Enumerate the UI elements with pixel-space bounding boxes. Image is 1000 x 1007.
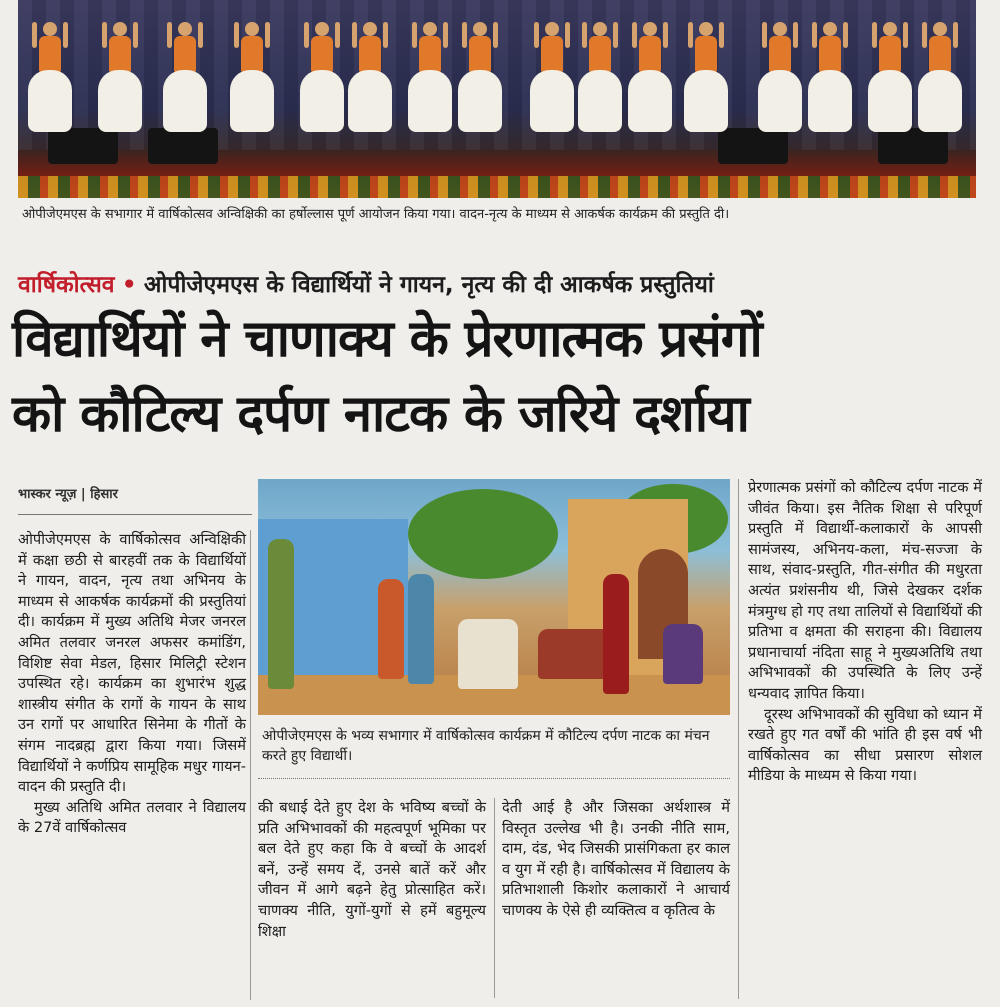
column-3-paragraph: देती आई है और जिसका अर्थशास्त्र में विस्तृत उल्लेख भी है। उनकी नीति साम, दाम, दंड, भेद जिसकी प्रासंगिकता हर काल व युग में रही है। वार्षिकोत्सव में विद्यालय के प्रतिभाशाली किशोर कलाकारों ने आचार्य चाणक्य के ऐसे ही व्यक्तित्व व कृतित्व के (502, 799, 730, 919)
column-1-paragraph: ओपीजेएमएस के वार्षिकोत्सव अन्विक्षिकी में कक्षा छठी से बारहवीं तक के विद्यार्थियों ने गायन, वादन, नृत्य तथा अभिनय के माध्यम से आकर्षक कार्यक्रमों की प्रस्तुतियां दी। कार्यक्रम में मुख्य अतिथि मेजर जनरल अमित तलवार जनरल अफसर कमांडिंग, विशिष्ट सेवा मेडल, हिसार मिलिट्री स्टेशन उपस्थित रहे। कार्यक्रम का शुभारंभ शुद्ध शास्त्रीय संगीत के रागों के गायन के साथ उन रागों पर आधारित सिनेमा के गीतों के संगम नादब्रह्म द्वारा किया गया। जिसमें विद्यार्थियों ने कर्णप्रिय सामूहिक मधुर गायन-वादन की प्रस्तुति दी। (18, 531, 246, 796)
drama-photo-caption: ओपीजेएमएस के भव्य सभागार में वार्षिकोत्सव कार्यक्रम में कौटिल्य दर्पण नाटक का मंचन करते हुए विद्यार्थी। (262, 728, 710, 764)
kicker-subheading: ओपीजेएमएस के विद्यार्थियों ने गायन, नृत्य की दी आकर्षक प्रस्तुतियां (143, 272, 714, 298)
article-column-4 (748, 478, 982, 787)
article-column-2 (258, 798, 486, 942)
headline-line-1: विद्यार्थियों ने चाणाक्य के प्रेरणात्मक प्रसंगों (12, 310, 762, 369)
column-divider (494, 798, 495, 998)
byline: भास्कर न्यूज़ | हिसार (18, 487, 118, 502)
kicker-line (18, 268, 978, 302)
drama-performance-photo (258, 479, 730, 715)
column-2-paragraph: की बधाई देते हुए देश के भविष्य बच्चों के प्रति अभिभावकों की महत्वपूर्ण भूमिका पर बल देते हुए कहा कि वे बच्चों के आदर्श बनें, उन्हें समय दें, उनसे बातें करें और जीवन में आगे बढ़ने हेतु प्रोत्साहित करें। चाणक्य नीति, युगों-युगों से हमें बहुमूल्य शिक्षा (258, 799, 486, 940)
column-4-paragraph-2: दूरस्थ अभिभावकों की सुविधा को ध्यान में रखते हुए गत वर्षों की भांति ही इस वर्ष भी वार्षिकोत्सव का सीधा प्रसारण सोशल मीडिया के माध्यम से किया गया। (748, 705, 982, 785)
headline-line-2: को कौटिल्य दर्पण नाटक के जरिये दर्शाया (12, 385, 749, 444)
column-4-paragraph: प्रेरणात्मक प्रसंगों को कौटिल्य दर्पण नाटक में जीवंत किया। इस नैतिक शिक्षा से परिपूर्ण प्रस्तुति में विद्यार्थी-कलाकारों के आपसी सामंजस्य, अभिनय-कला, मंच-सज्जा के साथ, संवाद-प्रस्तुति, गीत-संगीत की मधुरता अत्यंत प्रशंसनीय थी, जिसे देखकर दर्शक मंत्रमुग्ध हो गए तथा तालियों से विद्यार्थियों की प्रतिभा व क्षमता की सराहना की। विद्यालय प्रधानाचार्या नंदिता साहू ने मुख्यअतिथि तथा अभिभावकों की उपस्थिति के लिए उन्हें धन्यवाद ज्ञापित किया। (748, 479, 982, 702)
column-divider (738, 479, 739, 999)
column-divider (250, 530, 251, 1000)
kicker-separator: • (121, 272, 137, 298)
article-column-3 (502, 798, 730, 922)
column-1-paragraph-2: मुख्य अतिथि अमित तलवार ने विद्यालय के 27वें वार्षिकोत्सव (18, 798, 246, 837)
section-tag: वार्षिकोत्सव (18, 272, 115, 298)
dance-performance-photo (18, 0, 976, 198)
top-photo-caption: ओपीजेएमएस के सभागार में वार्षिकोत्सव अन्विक्षिकी का हर्षोल्लास पूर्ण आयोजन किया गया। वादन-नृत्य के माध्यम से आकर्षक कार्यक्रम की प्रस्तुति दी। (22, 207, 730, 222)
byline-rule (18, 514, 252, 515)
article-column-1 (18, 530, 246, 839)
caption-rule (258, 778, 730, 779)
